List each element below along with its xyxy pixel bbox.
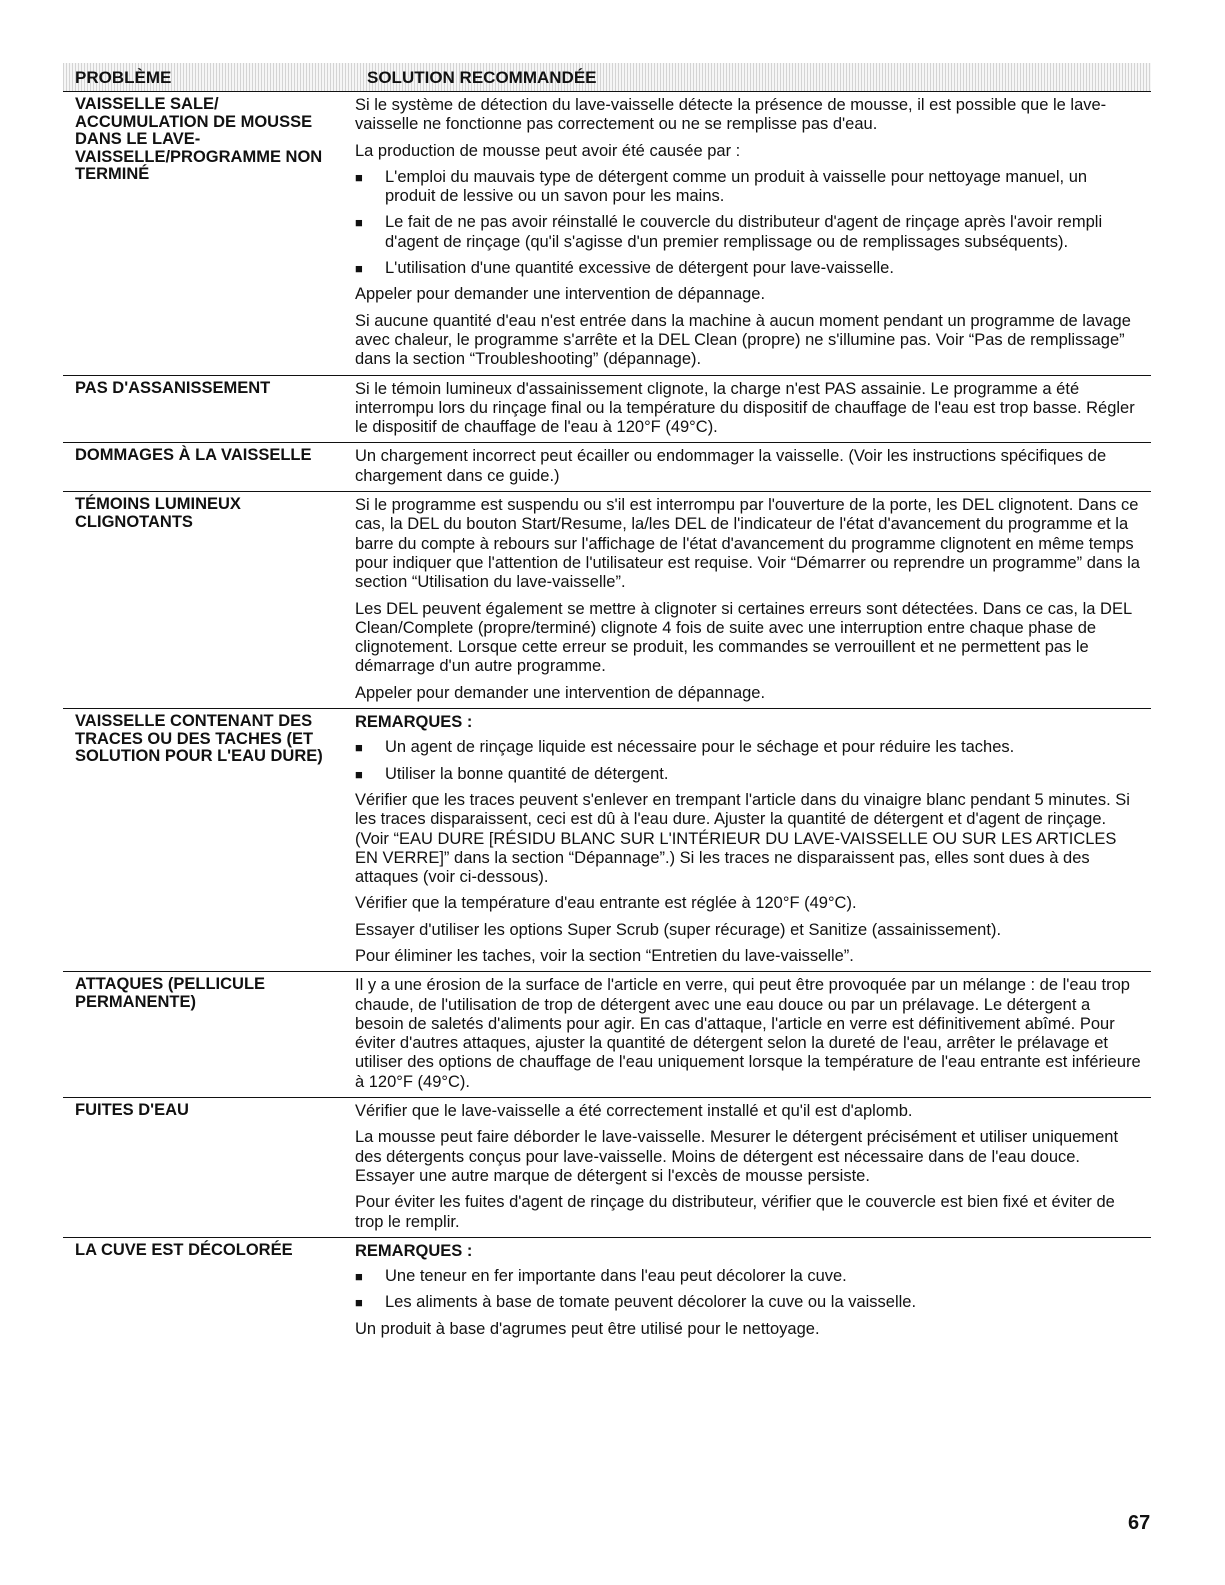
bullet-item (355, 1267, 1141, 1286)
bullet-text: Le fait de ne pas avoir réinstallé le couvercle du distributeur d'agent de rinçage après l'avoir rempli d'agent de rinçage (qu'il s'agisse d'un premier remplissage ou de remplissages subséquents). (385, 213, 1103, 251)
remarks-label: REMARQUES : (355, 713, 473, 732)
bullet-square-icon: ■ (355, 1269, 363, 1285)
table-body (63, 92, 1151, 1344)
bullet-square-icon: ■ (355, 740, 363, 756)
solution-cell (355, 96, 1151, 370)
bullet-text: L'utilisation d'une quantité excessive de détergent pour lave-vaisselle. (385, 259, 894, 278)
solution-paragraph: Un produit à base d'agrumes peut être utilisé pour le nettoyage. (355, 1319, 820, 1338)
page-number: 67 (1128, 1512, 1151, 1534)
solution-paragraph: Essayer d'utiliser les options Super Scrub (super récurage) et Sanitize (assainissement). (355, 920, 1002, 939)
table-row (63, 1098, 1151, 1238)
bullet-item (355, 213, 1141, 252)
bullet-square-icon: ■ (355, 1295, 363, 1311)
bullet-item (355, 259, 1141, 278)
solution-cell (355, 976, 1151, 1092)
table-row (63, 376, 1151, 444)
solution-paragraph: Si le système de détection du lave-vaisselle détecte la présence de mousse, il est possible que le lave-vaisselle ne fonctionne pas correctement ou ne se remplisse pas d'eau. (355, 96, 1107, 134)
bullet-square-icon: ■ (355, 766, 363, 782)
solution-paragraph: Si le témoin lumineux d'assainissement clignote, la charge n'est PAS assainie. Le programme a été interrompu lors du rinçage final ou la température du dispositif de chauffage de l'eau est trop basse. Régler le dispositif de chauffage de l'eau à 120°F (49°C). (355, 379, 1135, 437)
bullet-square-icon: ■ (355, 261, 363, 277)
solution-cell (355, 1242, 1151, 1339)
header-problem: PROBLÈME (75, 68, 172, 87)
solution-paragraph: Appeler pour demander une intervention de dépannage. (355, 683, 766, 702)
bullet-item (355, 168, 1141, 207)
solution-paragraph: La mousse peut faire déborder le lave-vaisselle. Mesurer le détergent précisément et utiliser uniquement des détergents conçus pour lave-vaisselle. Moins de détergent est nécessaire dans de l'eau douce. Essayer une autre marque de détergent si l'excès de mousse persiste. (355, 1128, 1119, 1185)
troubleshooting-table (63, 63, 1151, 1344)
solution-cell (355, 713, 1151, 966)
solution-paragraph: Appeler pour demander une intervention de dépannage. (355, 285, 766, 304)
bullet-item (355, 1293, 1141, 1312)
problem-label: LA CUVE EST DÉCOLORÉE (75, 1240, 293, 1259)
header-solution: SOLUTION RECOMMANDÉE (367, 68, 597, 87)
table-row (63, 709, 1151, 972)
problem-label: ATTAQUES (PELLICULE PERMANENTE) (75, 975, 266, 1011)
table-row (63, 92, 1151, 376)
bullet-text: L'emploi du mauvais type de détergent comme un produit à vaisselle pour nettoyage manuel, un produit de lessive ou un savon pour les mains. (385, 167, 1088, 206)
bullet-item (355, 738, 1141, 757)
solution-cell (355, 447, 1151, 486)
solution-cell (355, 1102, 1151, 1232)
solution-paragraph: Un chargement incorrect peut écailler ou endommager la vaisselle. (Voir les instructions spécifiques de chargement dans ce guide.) (355, 447, 1107, 485)
solution-cell (355, 496, 1151, 703)
solution-paragraph: Vérifier que les traces peuvent s'enlever en trempant l'article dans du vinaigre blanc pendant 5 minutes. Si les traces disparaissent, ceci est dû à l'eau dure. Ajuster la quantité de détergent et d'agent de rinçage. (Voir “EAU DURE [RÉSIDU BLANC SUR L'INTÉRIEUR DU LAVE-VAISSELLE OU SUR LES ARTICLES EN VERRE]” dans la section “Dépannage”.) Si les traces ne disparaissent pas, elles sont dues à des attaques (voir ci-dessous). (355, 790, 1130, 887)
table-row (63, 443, 1151, 492)
bullet-square-icon: ■ (355, 169, 363, 185)
problem-label: DOMMAGES À LA VAISSELLE (75, 446, 312, 465)
solution-cell (355, 380, 1151, 438)
remarks-label: REMARQUES : (355, 1241, 473, 1260)
solution-paragraph: Vérifier que le lave-vaisselle a été correctement installé et qu'il est d'aplomb. (355, 1102, 913, 1121)
problem-label: FUITES D'EAU (75, 1101, 189, 1120)
bullet-text: Un agent de rinçage liquide est nécessaire pour le séchage et pour réduire les taches. (385, 738, 1015, 757)
table-row (63, 1238, 1151, 1344)
bullet-text: Une teneur en fer importante dans l'eau peut décolorer la cuve. (385, 1267, 847, 1286)
bullet-text: Utiliser la bonne quantité de détergent. (385, 764, 669, 783)
solution-paragraph: Pour éliminer les taches, voir la section “Entretien du lave-vaisselle”. (355, 946, 854, 965)
solution-paragraph: Pour éviter les fuites d'agent de rinçage du distributeur, vérifier que le couvercle est bien fixé et éviter de trop le remplir. (355, 1193, 1115, 1231)
table-row (63, 972, 1151, 1098)
bullet-text: Les aliments à base de tomate peuvent décolorer la cuve ou la vaisselle. (385, 1293, 917, 1312)
solution-paragraph: Si aucune quantité d'eau n'est entrée dans la machine à aucun moment pendant un programme de lavage avec chaleur, le programme s'arrête et la DEL Clean (propre) ne s'illumine pas. Voir “Pas de remplissage” dans la section “Troubleshooting” (dépannage). (355, 311, 1131, 369)
table-header (63, 63, 1151, 92)
table-row (63, 492, 1151, 709)
solution-paragraph: La production de mousse peut avoir été causée par : (355, 141, 741, 160)
bullet-item (355, 765, 1141, 784)
problem-label: TÉMOINS LUMINEUX CLIGNOTANTS (75, 495, 241, 531)
problem-label: VAISSELLE SALE/ ACCUMULATION DE MOUSSE DANS LE LAVE-VAISSELLE/PROGRAMME NON TERMINÉ (75, 95, 323, 183)
solution-paragraph: Si le programme est suspendu ou s'il est interrompu par l'ouverture de la porte, les DEL clignotent. Dans ce cas, la DEL du bouton Start/Resume, la/les DEL de l'indicateur de l'état d'avancement du programme et la barre du compte à rebours sur l'affichage de l'état d'avancement du programme clignotent en même temps pour indiquer que l'attention de l'utilisateur est requise. Voir “Démarrer ou reprendre un programme” dans la section “Utilisation du lave-vaisselle”. (355, 496, 1140, 592)
solution-paragraph: Les DEL peuvent également se mettre à clignoter si certaines erreurs sont détectées. Dans ce cas, la DEL Clean/Complete (propre/terminé) clignote 4 fois de suite avec une interruption entre chaque phase de clignotement. Lorsque cette erreur se produit, les commandes se verrouillent et ne permettent pas le démarrage d'un autre programme. (355, 599, 1132, 676)
bullet-square-icon: ■ (355, 215, 363, 231)
problem-label: PAS D'ASSANISSEMENT (75, 378, 271, 397)
solution-paragraph: Il y a une érosion de la surface de l'article en verre, qui peut être provoquée par un mélange : de l'eau trop chaude, de l'utilisation de trop de détergent avec une eau douce ou par un prélavage. Le détergent a besoin de saletés d'aliments pour agir. En cas d'attaque, l'article en verre est définitivement abîmé. Pour éviter d'autres attaques, ajuster la quantité de détergent selon la dureté de l'eau, arrêter le prélavage et utiliser des options de chauffage de l'eau uniquement lorsque la température de l'eau entrante est inférieure à 120°F (49°C). (355, 976, 1141, 1091)
solution-paragraph: Vérifier que la température d'eau entrante est réglée à 120°F (49°C). (355, 894, 857, 913)
problem-label: VAISSELLE CONTENANT DES TRACES OU DES TACHES (ET SOLUTION POUR L'EAU DURE) (75, 712, 323, 766)
